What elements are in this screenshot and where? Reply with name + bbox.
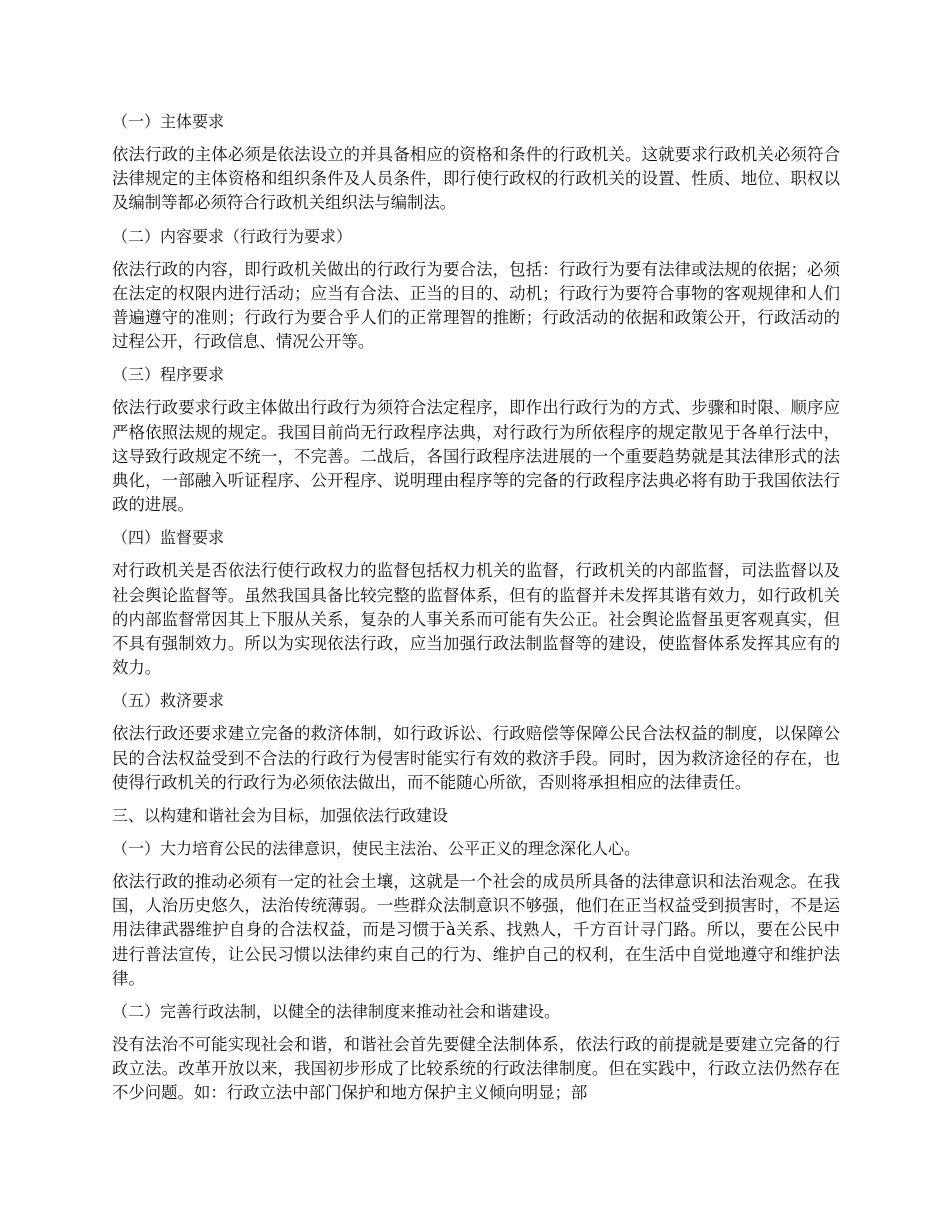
section-heading-content: （二）内容要求（行政行为要求） (112, 226, 353, 246)
chapter-heading-three: 三、以构建和谐社会为目标，加强依法行政建设 (112, 806, 449, 826)
paragraph-subject: 依法行政的主体必须是依法设立的并具备相应的资格和条件的行政机关。这就要求行政机关必须符合法律规定的主体资格和组织条件及人员条件，即行使行政权的行政机关的设置、性质、地位、职权以及编制等都必须符合行政机关组织法与编制法。 (112, 145, 840, 213)
paragraph-remedy: 依法行政还要求建立完备的救济体制，如行政诉讼、行政赔偿等保障公民合法权益的制度，以保障公民的合法权益受到不合法的行政行为侵害时能实行有效的救济手段。同时，因为救济途径的存在，也使得行政机关的行政行为必须依法做出，而不能随心所欲，否则将承担相应的法律责任。 (112, 724, 840, 792)
paragraph-legal-system: 没有法治不可能实现社会和谐，和谐社会首先要健全法制体系，依法行政的前提就是要建立完备的行政立法。改革开放以来，我国初步形成了比较系统的行政法律制度。但在实践中，行政立法仍然存在不少问题。如：行政立法中部门保护和地方保护主义倾向明显；部 (112, 1035, 840, 1103)
document-page (112, 110, 840, 1115)
section-heading-procedure: （三）程序要求 (112, 365, 225, 385)
section-heading-supervision: （四）监督要求 (112, 528, 225, 548)
paragraph-procedure: 依法行政要求行政主体做出行政行为须符合法定程序，即作出行政行为的方式、步骤和时限、顺序应严格依照法规的规定。我国目前尚无行政程序法典，对行政行为所依程序的规定散见于各单行法中，这导致行政规定不统一，不完善。二战后，各国行政程序法进展的一个重要趋势就是其法律形式的法典化，一部融入听证程序、公开程序、说明理由程序等的完备的行政程序法典必将有助于我国依法行政的进展。 (112, 398, 840, 515)
section-heading-subject: （一）主体要求 (112, 112, 225, 131)
paragraph-supervision: 对行政机关是否依法行使行政权力的监督包括权力机关的监督，行政机关的内部监督，司法监督以及社会舆论监督等。虽然我国具备比较完整的监督体系，但有的监督并未发挥其谐有效力，如行政机关的内部监督常因其上下服从关系，复杂的人事关系而可能有失公正。社会舆论监督虽更客观真实，但不具有强制效力。所以为实现依法行政，应当加强行政法制监督等的建设，使监督体系发挥其应有的效力。 (112, 561, 840, 678)
section-heading-legal-system: （二）完善行政法制，以健全的法律制度来推动社会和谐建设。 (112, 1002, 561, 1022)
section-heading-remedy: （五）救济要求 (112, 691, 225, 711)
section-heading-legal-awareness: （一）大力培育公民的法律意识，使民主法治、公平正义的理念深化人心。 (112, 839, 641, 859)
paragraph-legal-awareness: 依法行政的推动必须有一定的社会土壤，这就是一个社会的成员所具备的法律意识和法治观念。在我国，人治历史悠久，法治传统薄弱。一些群众法制意识不够强，他们在正当权益受到损害时，不是运用法律武器维护自身的合法权益，而是习惯于à关系、找熟人，千方百计寻门路。所以，要在公民中进行普法宣传，让公民习惯以法律约束自己的行为、维护自己的权利，在生活中自觉地遵守和维护法律。 (112, 872, 840, 988)
paragraph-content: 依法行政的内容，即行政机关做出的行政行为要合法，包括：行政行为要有法律或法规的依据；必须在法定的权限内进行活动；应当有合法、正当的目的、动机；行政行为要符合事物的客观规律和人们普遍遵守的准则；行政行为要合乎人们的正常理智的推断；行政活动的依据和政策公开，行政活动的过程公开，行政信息、情况公开等。 (112, 259, 840, 352)
